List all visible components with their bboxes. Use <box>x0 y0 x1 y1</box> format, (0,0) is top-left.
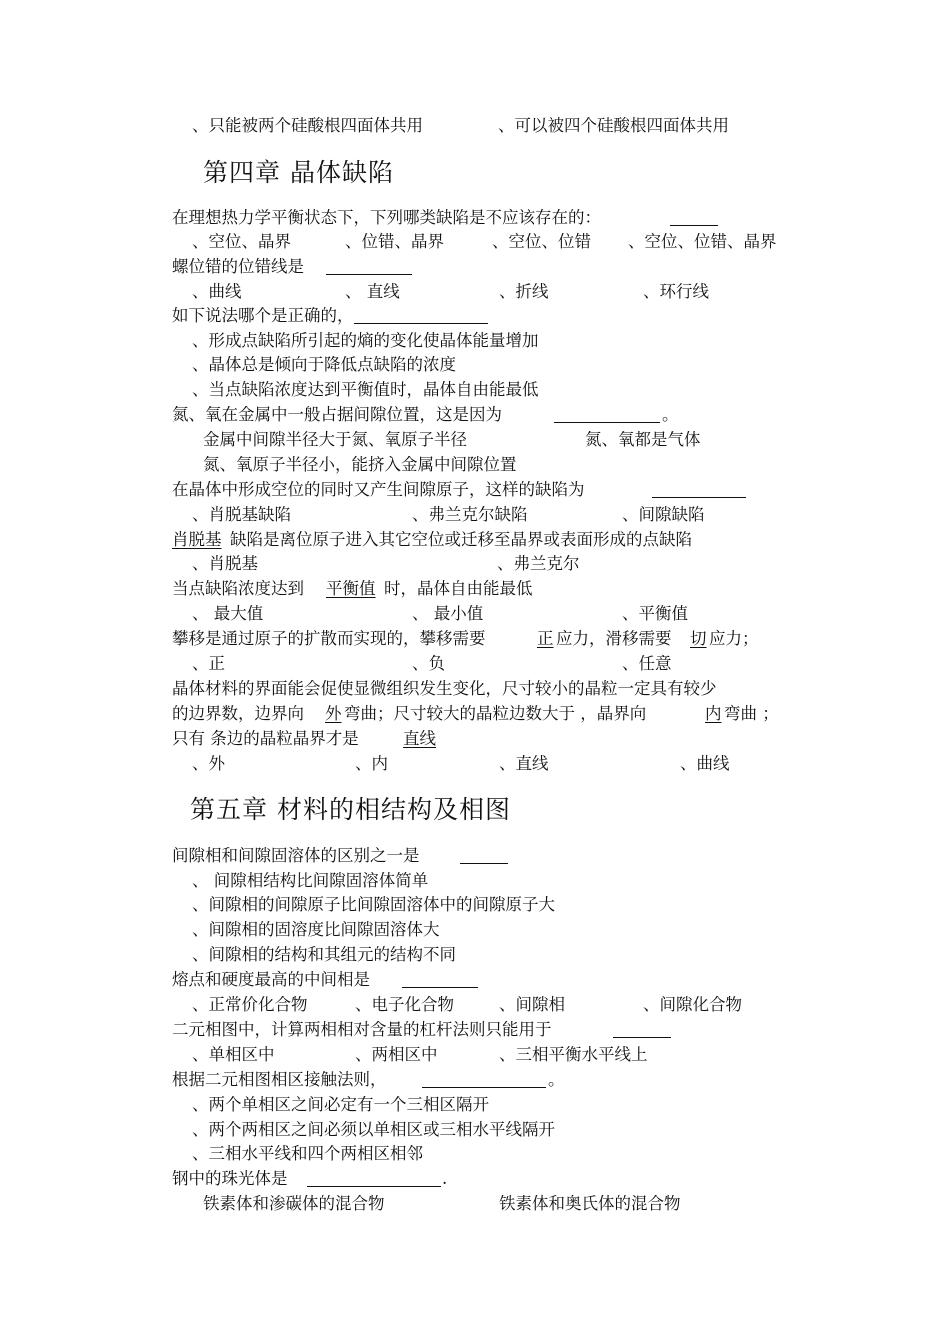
question-stem-2b: 弯曲；尺寸较大的晶粒边数大于 ，晶界向 <box>344 704 647 723</box>
chapter-4-title: 第四章 晶体缺陷 <box>203 158 394 187</box>
question-stem: 在理想热力学平衡状态下，下列哪类缺陷是不应该存在的： <box>172 208 601 227</box>
option-b: 、 直线 <box>345 282 400 301</box>
option-a: 、正 <box>192 654 225 673</box>
option-b: 、内 <box>355 754 388 773</box>
stem-end: . <box>442 1169 448 1188</box>
question-stem: 钢中的珠光体是 <box>172 1169 288 1188</box>
option-d: 、空位、位错、晶界 <box>628 232 777 251</box>
option-c: 、空位、位错 <box>492 232 591 251</box>
question-stem: 在晶体中形成空位的同时又产生间隙原子，这样的缺陷为 <box>172 480 585 499</box>
stem-end: 。 <box>662 405 679 424</box>
option-d: 、间隙化合物 <box>643 995 742 1014</box>
question-stem: 熔点和硬度最高的中间相是 <box>172 970 370 989</box>
option-c: 、间隙缺陷 <box>622 505 705 524</box>
question-stem-3a: 只有 条边的晶粒晶界才是 <box>172 729 359 748</box>
chapter-5-title: 第五章 材料的相结构及相图 <box>190 795 511 824</box>
option-b: 、两相区中 <box>355 1045 438 1064</box>
answer-blank[interactable] <box>354 305 488 324</box>
question-stem: 螺位错的位错线是 <box>172 257 304 276</box>
option-a: 金属中间隙半径大于氮、氧原子半径 <box>203 430 467 449</box>
answer-blank[interactable] <box>402 969 478 988</box>
option-b: 、两个两相区之间必须以单相区或三相水平线隔开 <box>192 1120 555 1139</box>
option-d: 、环行线 <box>643 282 709 301</box>
option-b: 、晶体总是倾向于降低点缺陷的浓度 <box>192 355 456 374</box>
question-stem: 根据二元相图相区接触法则， <box>172 1070 387 1089</box>
option-a: 、曲线 <box>192 282 242 301</box>
option-a: 、肖脱基缺陷 <box>192 505 291 524</box>
answer-blank[interactable] <box>554 404 660 423</box>
option-a: 、正常价化合物 <box>192 995 308 1014</box>
option-b: 氮、氧都是气体 <box>585 430 701 449</box>
answer-blank[interactable] <box>670 207 718 226</box>
underlined-answer-2: 内 <box>705 704 722 723</box>
question-stem: 缺陷是离位原子进入其它空位或迁移至晶界或表面形成的点缺陷 <box>230 530 692 549</box>
option-a: 、两个单相区之间必定有一个三相区隔开 <box>192 1095 489 1114</box>
option-c: 氮、氧原子半径小，能挤入金属中间隙位置 <box>203 455 517 474</box>
option-a: 、 间隙相结构比间隙固溶体简单 <box>192 871 429 890</box>
question-stem-2: 应力，滑移需要 <box>556 629 672 648</box>
option-a: 、形成点缺陷所引起的熵的变化使晶体能量增加 <box>192 331 539 350</box>
question-stem-post: 时，晶体自由能最低 <box>384 579 533 598</box>
question-stem-3: 应力； <box>709 629 759 648</box>
question-stem: 氮、氧在金属中一般占据间隙位置，这是因为 <box>172 405 502 424</box>
answer-blank[interactable] <box>422 1069 546 1088</box>
option-b: 、位错、晶界 <box>345 232 444 251</box>
option-a: 、只能被两个硅酸根四面体共用 <box>192 116 423 135</box>
question-stem: 二元相图中，计算两相相对含量的杠杆法则只能用于 <box>172 1020 552 1039</box>
answer-blank[interactable] <box>613 1019 671 1038</box>
underlined-answer-2: 切 <box>690 629 707 648</box>
option-c: 、三相平衡水平线上 <box>499 1045 648 1064</box>
option-b: 、可以被四个硅酸根四面体共用 <box>498 116 729 135</box>
question-stem-1: 攀移是通过原子的扩散而实现的，攀移需要 <box>172 629 486 648</box>
question-stem: 如下说法哪个是正确的， <box>172 306 354 325</box>
option-a: 铁素体和渗碳体的混合物 <box>203 1194 385 1213</box>
option-b: 、弗兰克尔 <box>497 554 580 573</box>
option-a: 、 最大值 <box>192 604 264 623</box>
option-b: 、弗兰克尔缺陷 <box>412 505 528 524</box>
option-a: 、单相区中 <box>192 1045 275 1064</box>
underlined-answer: 肖脱基 <box>172 530 222 549</box>
option-c: 、折线 <box>499 282 549 301</box>
underlined-answer-1: 外 <box>325 704 342 723</box>
option-c: 、平衡值 <box>622 604 688 623</box>
option-b: 、负 <box>412 654 445 673</box>
option-c: 、任意 <box>622 654 672 673</box>
option-b: 铁素体和奥氏体的混合物 <box>499 1194 681 1213</box>
option-b: 、间隙相的间隙原子比间隙固溶体中的间隙原子大 <box>192 895 555 914</box>
stem-end: 。 <box>548 1070 565 1089</box>
option-a: 、肖脱基 <box>192 554 258 573</box>
option-c: 、当点缺陷浓度达到平衡值时，晶体自由能最低 <box>192 380 539 399</box>
question-stem-2a: 的边界数，边界向 <box>172 704 304 723</box>
answer-blank[interactable] <box>307 1168 441 1187</box>
option-d: 、曲线 <box>680 754 730 773</box>
option-a: 、外 <box>192 754 225 773</box>
answer-blank[interactable] <box>460 845 508 864</box>
answer-blank[interactable] <box>652 479 746 498</box>
question-stem-pre: 当点缺陷浓度达到 <box>172 579 304 598</box>
answer-blank[interactable] <box>326 256 412 275</box>
question-stem: 间隙相和间隙固溶体的区别之一是 <box>172 846 420 865</box>
option-a: 、空位、晶界 <box>192 232 291 251</box>
underlined-answer-1: 正 <box>537 629 554 648</box>
underlined-answer-3: 直线 <box>403 729 436 748</box>
option-c: 、直线 <box>499 754 549 773</box>
option-b: 、电子化合物 <box>355 995 454 1014</box>
question-stem-2c: 弯曲 ； <box>724 704 779 723</box>
option-b: 、 最小值 <box>412 604 484 623</box>
option-c: 、间隙相 <box>499 995 565 1014</box>
option-c: 、间隙相的固溶度比间隙固溶体大 <box>192 920 440 939</box>
option-d: 、间隙相的结构和其组元的结构不同 <box>192 945 456 964</box>
underlined-answer: 平衡值 <box>326 579 376 598</box>
question-stem: 晶体材料的界面能会促使显微组织发生变化，尺寸较小的晶粒一定具有较少 <box>172 679 717 698</box>
option-c: 、三相水平线和四个两相区相邻 <box>192 1144 423 1163</box>
